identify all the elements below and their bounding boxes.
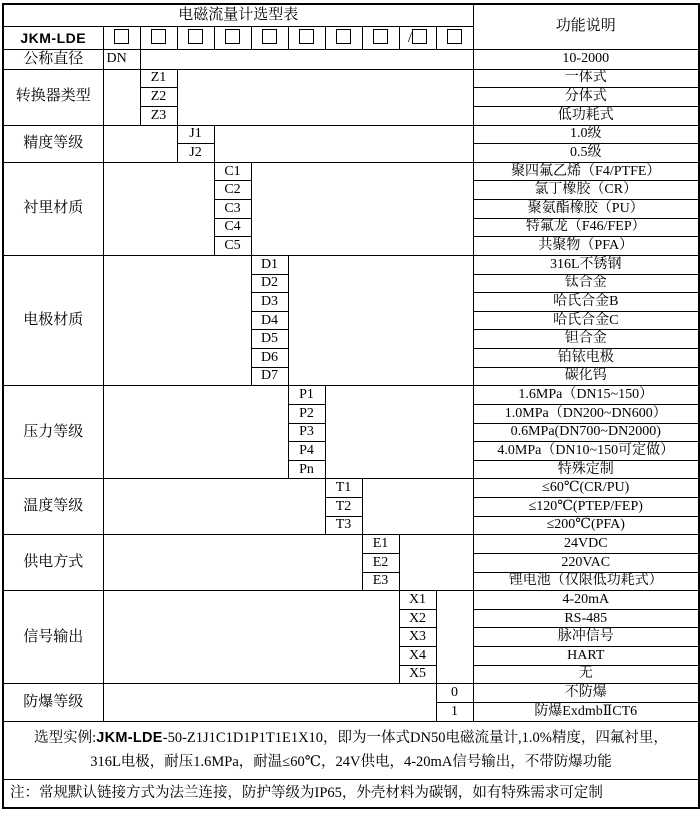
model-code-box-cell (214, 26, 251, 49)
selection-table (2, 3, 700, 809)
empty-cell (214, 125, 473, 162)
table-row (3, 386, 699, 405)
empty-cell (362, 479, 473, 535)
example-row (3, 721, 699, 779)
code-cell: C3 (214, 200, 251, 219)
code-cell: E2 (362, 553, 399, 572)
empty-cell (251, 162, 473, 255)
description-cell: 4-20mA (473, 591, 699, 610)
table-row (3, 125, 699, 144)
code-cell: T2 (325, 498, 362, 517)
code-cell: 1 (436, 702, 473, 721)
code-cell: DN (103, 49, 140, 69)
empty-cell (103, 535, 362, 591)
table-row (3, 479, 699, 498)
table-title: 电磁流量计选型表 (3, 4, 473, 26)
code-cell: Pn (288, 460, 325, 479)
section-label: 衬里材质 (3, 162, 103, 255)
checkbox-icon (447, 29, 462, 44)
section-label: 公称直径 (3, 49, 103, 69)
checkbox-icon (151, 29, 166, 44)
table-row (3, 255, 699, 274)
description-cell: 钽合金 (473, 330, 699, 349)
example-line-1 (4, 726, 698, 751)
example-model: JKM-LDE (96, 729, 163, 746)
description-cell: 0.5级 (473, 144, 699, 163)
section-label: 压力等级 (3, 386, 103, 479)
model-code-box-cell (103, 26, 140, 49)
note-text: 注：常规默认链接方式为法兰连接，防护等级为IP65，外壳材料为碳钢，如有特殊需求可定制 (3, 779, 699, 808)
function-header: 功能说明 (473, 4, 699, 49)
description-cell: 无 (473, 665, 699, 684)
description-cell: 锂电池（仅限低功耗式） (473, 572, 699, 591)
model-code-box-cell (362, 26, 399, 49)
code-cell: D2 (251, 274, 288, 293)
code-cell: P3 (288, 423, 325, 442)
checkbox-icon (262, 29, 277, 44)
description-cell: 220VAC (473, 553, 699, 572)
model-code-box-cell (436, 26, 473, 49)
empty-cell (177, 69, 473, 125)
code-cell: P1 (288, 386, 325, 405)
description-cell: 特殊定制 (473, 460, 699, 479)
section-label: 防爆等级 (3, 684, 103, 722)
code-cell: D1 (251, 255, 288, 274)
description-cell: 分体式 (473, 88, 699, 107)
description-cell: 316L不锈钢 (473, 255, 699, 274)
model-code-box-cell (140, 26, 177, 49)
description-cell: 聚四氟乙烯（F4/PTFE） (473, 162, 699, 181)
code-cell: Z2 (140, 88, 177, 107)
selection-example (3, 721, 699, 779)
code-cell: D3 (251, 293, 288, 312)
code-cell: C2 (214, 181, 251, 200)
model-code-box-cell (288, 26, 325, 49)
section-label: 供电方式 (3, 535, 103, 591)
empty-cell (103, 125, 177, 162)
description-cell: 防爆ExdmbⅡCT6 (473, 702, 699, 721)
example-code: -50-Z1J1C1D1P1T1E1X10，即为一体式DN50电磁流量计,1.0%精度，四氟衬里， (162, 729, 668, 746)
code-cell: P2 (288, 404, 325, 423)
description-cell: 碳化钨 (473, 367, 699, 386)
model-code-box-cell (325, 26, 362, 49)
empty-cell (103, 684, 436, 722)
checkbox-icon (188, 29, 203, 44)
section-label: 转换器类型 (3, 69, 103, 125)
checkbox-icon (114, 29, 129, 44)
code-cell: D6 (251, 349, 288, 368)
description-cell: 不防爆 (473, 684, 699, 703)
empty-cell (103, 591, 399, 684)
table-row (3, 535, 699, 554)
description-cell: 0.6MPa(DN700~DN2000) (473, 423, 699, 442)
description-cell: 氯丁橡胶（CR） (473, 181, 699, 200)
code-cell: T1 (325, 479, 362, 498)
code-cell: C5 (214, 237, 251, 256)
checkbox-icon (336, 29, 351, 44)
description-cell: 哈氏合金B (473, 293, 699, 312)
description-cell: ≤120℃(PTEP/FEP) (473, 498, 699, 517)
empty-cell (103, 386, 288, 479)
description-cell: 脉冲信号 (473, 628, 699, 647)
checkbox-icon (299, 29, 314, 44)
description-cell: 一体式 (473, 69, 699, 88)
description-cell: 1.0MPa（DN200~DN600） (473, 404, 699, 423)
code-cell: D4 (251, 311, 288, 330)
description-cell: HART (473, 647, 699, 666)
model-code-box-cell: / (399, 26, 436, 49)
description-cell: 4.0MPa（DN10~150可定做） (473, 442, 699, 461)
empty-cell (103, 162, 214, 255)
code-cell: Z3 (140, 106, 177, 125)
code-cell: E3 (362, 572, 399, 591)
section-label: 温度等级 (3, 479, 103, 535)
example-label: 选型实例: (34, 729, 97, 746)
checkbox-icon (225, 29, 240, 44)
code-cell: X2 (399, 609, 436, 628)
code-cell: D7 (251, 367, 288, 386)
checkbox-icon (373, 29, 388, 44)
empty-cell (436, 591, 473, 684)
description-cell: 1.0级 (473, 125, 699, 144)
code-cell: X4 (399, 647, 436, 666)
empty-cell (399, 535, 473, 591)
checkbox-icon (412, 29, 427, 44)
example-line-2: 316L电极，耐压1.6MPa，耐温≤60℃，24V供电，4-20mA信号输出，不带防爆功能 (90, 754, 612, 771)
code-cell: T3 (325, 516, 362, 535)
description-cell: 24VDC (473, 535, 699, 554)
description-cell: ≤200℃(PFA) (473, 516, 699, 535)
code-cell: Z1 (140, 69, 177, 88)
code-cell: 0 (436, 684, 473, 703)
description-cell: 铂铱电极 (473, 349, 699, 368)
table-row (3, 49, 699, 69)
code-cell: E1 (362, 535, 399, 554)
description-cell: RS-485 (473, 609, 699, 628)
section-label: 电极材质 (3, 255, 103, 385)
description-cell: 共聚物（PFA） (473, 237, 699, 256)
section-label: 信号输出 (3, 591, 103, 684)
code-cell: J1 (177, 125, 214, 144)
empty-cell (103, 69, 140, 125)
description-cell: ≤60℃(CR/PU) (473, 479, 699, 498)
empty-cell (140, 49, 473, 69)
code-cell: P4 (288, 442, 325, 461)
table-row (3, 591, 699, 610)
model-code-box-cell (177, 26, 214, 49)
description-cell: 聚氨酯橡胶（PU） (473, 200, 699, 219)
model-prefix: JKM-LDE (3, 26, 103, 49)
description-cell: 10-2000 (473, 49, 699, 69)
code-cell: X1 (399, 591, 436, 610)
code-cell: C1 (214, 162, 251, 181)
note-row (3, 779, 699, 808)
description-cell: 1.6MPa（DN15~150） (473, 386, 699, 405)
empty-cell (103, 255, 251, 385)
code-cell: X5 (399, 665, 436, 684)
model-code-box-cell (251, 26, 288, 49)
table-row (3, 69, 699, 88)
table-row (3, 684, 699, 703)
code-cell: D5 (251, 330, 288, 349)
empty-cell (103, 479, 325, 535)
empty-cell (288, 255, 473, 385)
section-label: 精度等级 (3, 125, 103, 162)
code-cell: C4 (214, 218, 251, 237)
code-cell: J2 (177, 144, 214, 163)
description-cell: 低功耗式 (473, 106, 699, 125)
table-row (3, 162, 699, 181)
description-cell: 哈氏合金C (473, 311, 699, 330)
empty-cell (325, 386, 473, 479)
code-cell: X3 (399, 628, 436, 647)
description-cell: 特氟龙（F46/FEP） (473, 218, 699, 237)
description-cell: 钛合金 (473, 274, 699, 293)
title-row (3, 4, 699, 26)
